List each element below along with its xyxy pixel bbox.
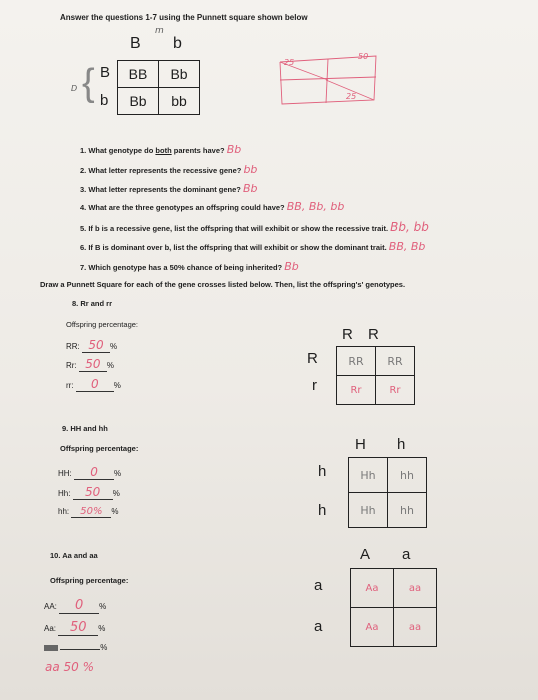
cross-10-row-aa-het: Aa: 50 % bbox=[44, 620, 106, 635]
cross-10-cell-3: Aa bbox=[351, 608, 394, 647]
cross-10-row-aa-rec: % bbox=[44, 643, 107, 652]
question-2: 2. What letter represents the recessive gene? bb bbox=[80, 163, 258, 176]
cross-10-punnett-square bbox=[350, 568, 437, 647]
cross-8-cell-1: RR bbox=[337, 347, 376, 376]
cross-10-cell-2: aa bbox=[394, 569, 437, 608]
margin-mark: D bbox=[71, 84, 78, 93]
top-col-header-2: b bbox=[173, 35, 182, 52]
top-cell-4: bb bbox=[159, 88, 200, 115]
top-punnett-square bbox=[117, 60, 200, 115]
top-cell-2: Bb bbox=[159, 61, 200, 88]
cross-8-row-rr-rec: rr: 0 % bbox=[66, 377, 121, 391]
cross-10-row-header-2: a bbox=[314, 618, 323, 635]
cross-10-title: 10. Aa and aa bbox=[50, 551, 98, 560]
question-3: 3. What letter represents the dominant gene? Bb bbox=[80, 182, 258, 195]
cross-9-row-hh-dom: HH: 0 % bbox=[58, 465, 122, 479]
cross-8-row-header-1: R bbox=[307, 350, 318, 367]
top-row-header-1: B bbox=[100, 64, 111, 81]
cross-10-row-aa-dom: AA: 0 % bbox=[44, 598, 107, 613]
brace-mark: { bbox=[82, 62, 95, 104]
top-cell-1: BB bbox=[118, 61, 159, 88]
cross-8-percent-label: Offspring percentage: bbox=[66, 320, 138, 329]
cross-10-col-header-1: A bbox=[360, 546, 371, 563]
cross-9-cell-1: Hh bbox=[349, 458, 388, 493]
cross-9-row-hh-het: Hh: 50 % bbox=[58, 485, 120, 499]
cross-10-cell-1: Aa bbox=[351, 569, 394, 608]
cross-9-row-hh-rec: hh: 50% % bbox=[58, 506, 119, 517]
top-cell-3: Bb bbox=[118, 88, 159, 115]
cross-8-row-header-2: r bbox=[312, 377, 317, 394]
cross-9-punnett-square bbox=[348, 457, 427, 528]
cross-9-cell-2: hh bbox=[388, 458, 427, 493]
cross-10-row-header-1: a bbox=[314, 577, 323, 594]
cross-9-cell-3: Hh bbox=[349, 493, 388, 528]
sketch-value-3: 25 bbox=[346, 92, 357, 101]
question-1: 1. What genotype do both parents have? Bb bbox=[80, 143, 242, 156]
question-4: 4. What are the three genotypes an offspring could have? BB, Bb, bb bbox=[80, 200, 345, 213]
cross-10-extra-answer: aa 50 % bbox=[45, 660, 95, 674]
cross-9-col-header-2: h bbox=[397, 436, 406, 453]
cross-10-cell-4: aa bbox=[394, 608, 437, 647]
question-7: 7. Which genotype has a 50% chance of being inherited? Bb bbox=[80, 260, 299, 273]
cross-9-title: 9. HH and hh bbox=[62, 424, 108, 433]
cross-9-percent-label: Offspring percentage: bbox=[60, 444, 139, 453]
scribble-mark bbox=[44, 645, 58, 651]
cross-9-row-header-1: h bbox=[318, 463, 327, 480]
sketch-value-2: 50 bbox=[358, 52, 369, 61]
cross-8-row-rr-het: Rr: 50 % bbox=[66, 357, 115, 371]
cross-8-cell-3: Rr bbox=[337, 376, 376, 405]
cross-8-title: 8. Rr and rr bbox=[72, 299, 113, 308]
cross-9-row-header-2: h bbox=[318, 502, 327, 519]
sketch-value-1: 25 bbox=[284, 58, 295, 67]
page-title: Answer the questions 1-7 using the Punnett square shown below bbox=[60, 13, 308, 22]
question-6: 6. If B is dominant over b, list the offspring that will exhibit or show the dominant trait. BB, Bb bbox=[80, 240, 426, 253]
cross-8-col-header-1: R bbox=[342, 326, 353, 343]
cross-8-row-rr-dom: RR: 50 % bbox=[66, 338, 118, 352]
top-col-header-1: B bbox=[130, 35, 141, 52]
cross-10-col-header-2: a bbox=[402, 546, 411, 563]
question-5: 5. If b is a recessive gene, list the offspring that will exhibit or show the recessive trait. Bb, bb bbox=[80, 220, 429, 234]
cross-9-cell-4: hh bbox=[388, 493, 427, 528]
note-above-square: m bbox=[155, 26, 164, 36]
cross-8-cell-2: RR bbox=[376, 347, 415, 376]
instructions-line: Draw a Punnett Square for each of the gene crosses listed below. Then, list the offspring's' genotypes. bbox=[40, 280, 406, 289]
top-row-header-2: b bbox=[100, 92, 109, 109]
cross-9-col-header-1: H bbox=[355, 436, 366, 453]
cross-10-percent-label: Offspring percentage: bbox=[50, 576, 129, 585]
cross-8-cell-4: Rr bbox=[376, 376, 415, 405]
cross-8-punnett-square bbox=[336, 346, 415, 405]
cross-8-col-header-2: R bbox=[368, 326, 379, 343]
